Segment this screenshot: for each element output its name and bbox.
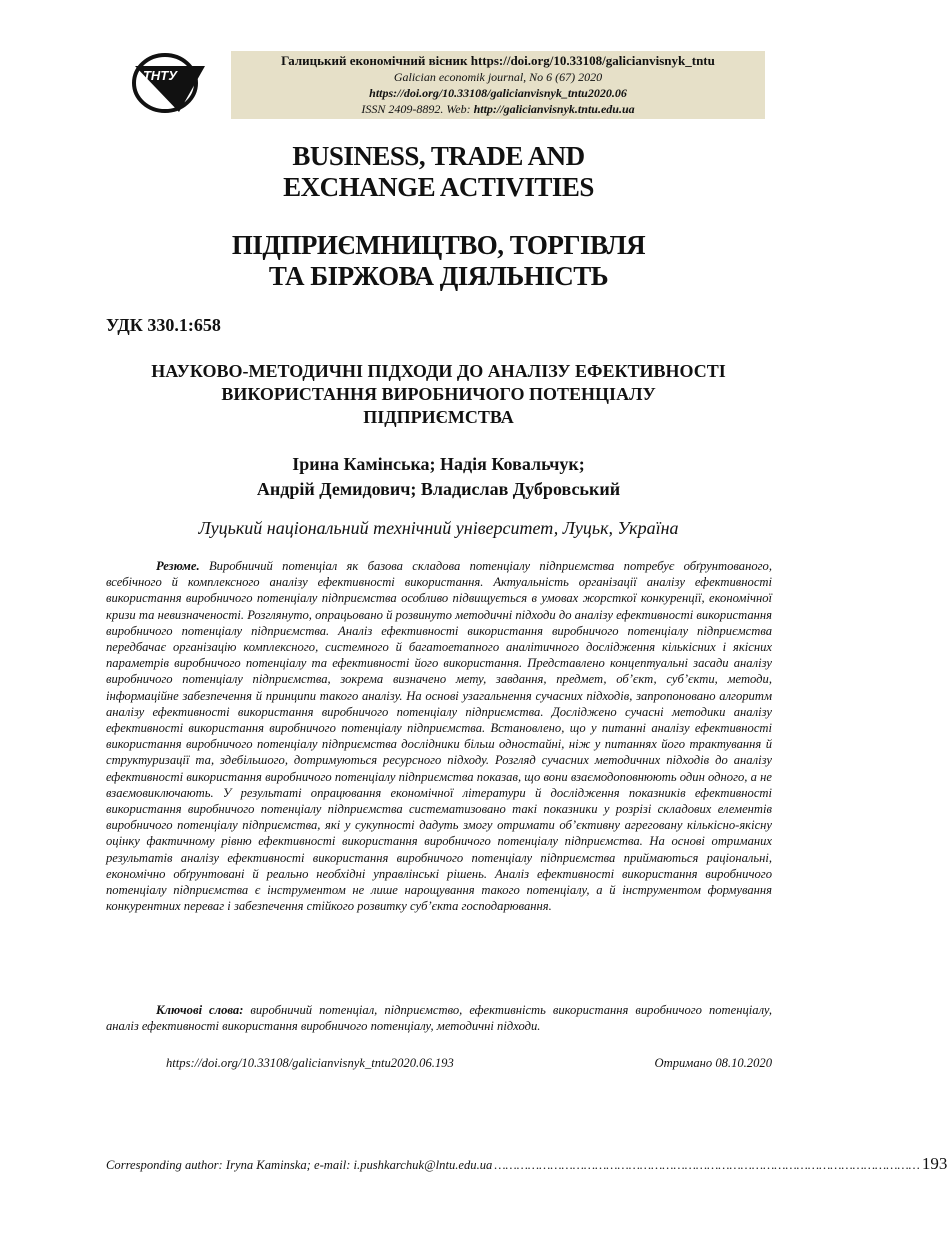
journal-header-issn: [231, 101, 765, 117]
abstract-label: Резюме.: [156, 559, 200, 573]
page-footer: [106, 1154, 947, 1174]
page-number: 193: [921, 1154, 947, 1173]
section-title-en: [0, 141, 877, 203]
corresponding-author: Corresponding author: Iryna Kaminska; e-mail: i.pushkarchuk@lntu.edu.ua: [106, 1158, 493, 1172]
section-title-uk-line2: ТА БІРЖОВА ДІЯЛЬНІСТЬ: [268, 261, 609, 291]
abstract: [106, 558, 772, 914]
section-title-en-line2: EXCHANGE ACTIVITIES: [283, 172, 594, 202]
section-title-uk-line1: ПІДПРИЄМНИЦТВО, ТОРГІВЛЯ: [231, 230, 646, 260]
issn-text: ISSN 2409-8892. Web:: [361, 102, 474, 116]
paper-title: [0, 360, 877, 429]
received-date: Отримано 08.10.2020: [654, 1056, 772, 1070]
journal-header-line1: Галицький економічний вісник https://doi.org/10.33108/galicianvisnyk_tntu: [281, 53, 715, 68]
logo-text: ТНТУ: [142, 68, 178, 83]
authors-line2: Андрій Демидович; Владислав Дубровський: [256, 479, 621, 499]
udc-code: УДК 330.1:658: [106, 315, 221, 335]
journal-header: [231, 51, 765, 119]
paper-title-line2: ВИКОРИСТАННЯ ВИРОБНИЧОГО ПОТЕНЦІАЛУ: [221, 384, 656, 404]
affiliation: Луцький національний технічний університет, Луцьк, Україна: [198, 518, 679, 538]
authors-line1: Ірина Камінська; Надія Ковальчук;: [292, 454, 585, 474]
authors: [0, 452, 877, 502]
journal-header-line2: Galician economik journal, No 6 (67) 2020: [393, 70, 603, 84]
keywords-label: Ключові слова:: [156, 1003, 244, 1017]
footer-dot-leader: ……………………………………………………………………………………………………: [494, 1158, 920, 1172]
journal-web-link[interactable]: http://galicianvisnyk.tntu.edu.ua: [473, 102, 635, 116]
paper-title-line3: ПІДПРИЄМСТВА: [363, 407, 514, 427]
abstract-text: Виробничий потенціал як базова складова потенціалу підприємства потребує обґрунтованого, всебічного й комплексного аналізу ефективності використання. Актуальність організації аналізу ефективності використання виробничого потенціалу підприємства особливо підвищується в умовах жорсткої конкуренції, економічної кризи та невизначеності. Розглянуто, опрацьовано й розвинуто методичні підходи до аналізу ефективності використання виробничого потенціалу підприємства. Аналіз ефективності використання виробничого потенціалу підприємства передбачає організацію комплексного, системного й багатоетапного аналітичного дослідження кількісних і якісних параметрів виробничого потенціалу та ефективності його використання. Представлено концептуальні засади аналізу виробничого потенціалу підприємства, зокрема визначено мету, завдання, предмет, об’єкт, суб’єкти, методи, інформаційне забезпечення й принципи такого аналізу. На основі узагальнення сучасних підходів, запропоновано алгоритм аналізу ефективності використання виробничого потенціалу підприємства. Досліджено сучасні методики аналізу ефективності використання виробничого потенціалу підприємства. Встановлено, що у питанні аналізу ефективності використання виробничого потенціалу підприємства дослідники більш одностайні, ніж у питаннях його трактування й структуризації та, здебільшого, дотримуються ресурсного підходу. Розгляд сучасних методичних підходів до аналізу ефективності використання виробничого потенціалу підприємства показав, що вони взаємодоповнюють один одного, а не взаємовиключають. У результаті опрацювання економічної літератури й дослідження показників ефективності використання виробничого потенціалу підприємства систематизовано такі показники у розрізі складових елементів виробничого потенціалу підприємства, які у сукупності дадуть змогу отримати об’єктивну агреговану кількісно-якісну оцінку фактичному рівню ефективності використання виробничого потенціалу підприємства. На основі отриманих результатів аналізу ефективності використання виробничого потенціалу підприємства приймаються раціональні, економічно обґрунтовані й реально необхідні управлінські рішень. Аналіз ефективності використання виробничого потенціалу підприємства є інструментом не лише нарощування такого потенціалу, а й інструментом формування конкурентних переваг і забезпечення стійкого розвитку суб’єкта господарювання.: [106, 559, 772, 914]
article-doi-link[interactable]: https://doi.org/10.33108/galicianvisnyk_tntu2020.06.193: [166, 1056, 454, 1070]
keywords: [106, 1002, 772, 1034]
keywords-text: виробничий потенціал, підприємство, ефективність використання виробничого потенціалу, аналіз ефективності використання виробничого потенціалу, методичні підходи.: [106, 1003, 773, 1034]
section-title-en-line1: BUSINESS, TRADE AND: [292, 141, 585, 171]
journal-header-doi: https://doi.org/10.33108/galicianvisnyk_tntu2020.06: [369, 86, 627, 100]
paper-title-line1: НАУКОВО-МЕТОДИЧНІ ПІДХОДИ ДО АНАЛІЗУ ЕФЕКТИВНОСТІ: [151, 361, 726, 381]
section-title-uk: [0, 230, 877, 292]
tntu-logo: [127, 46, 209, 116]
